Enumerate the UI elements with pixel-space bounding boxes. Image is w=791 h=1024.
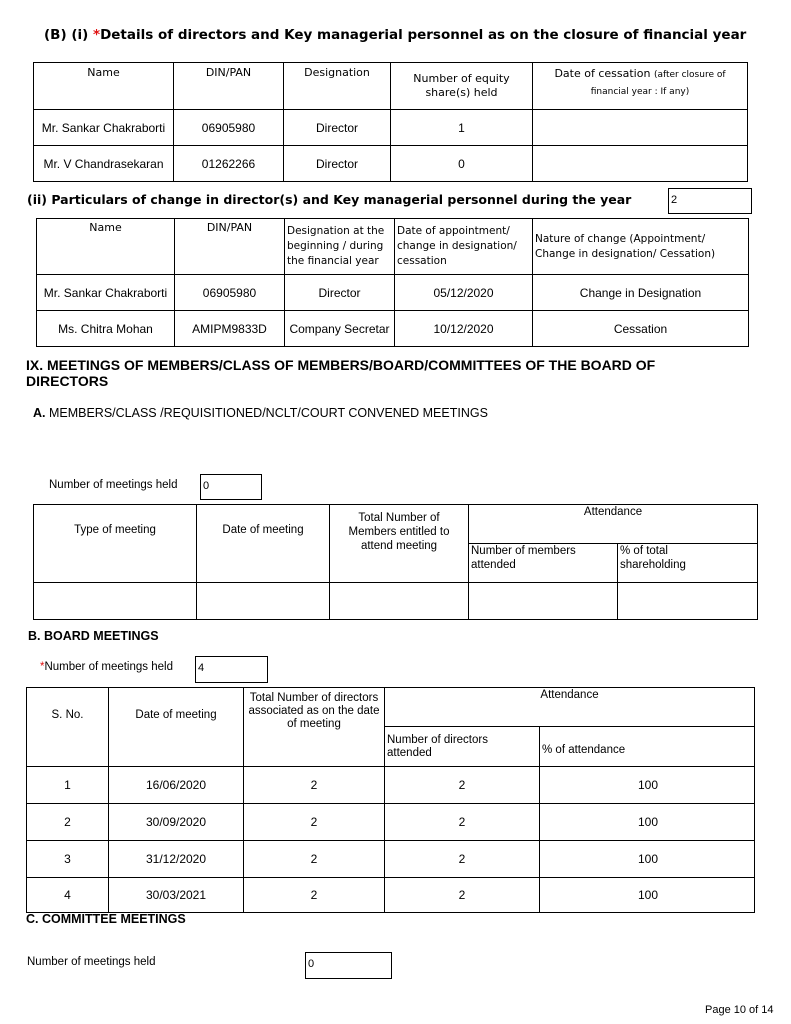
cell-date: 10/12/2020 bbox=[395, 311, 533, 347]
cell-attendance-pct: 100 bbox=[540, 841, 755, 878]
col-header-members-entitled: Total Number of Members entitled to attend meeting bbox=[330, 505, 469, 583]
table-row bbox=[34, 110, 748, 146]
col-header-name: Name bbox=[34, 63, 174, 110]
cell-name: Mr. V Chandrasekaran bbox=[34, 146, 174, 182]
table-header-row bbox=[34, 63, 748, 110]
table-row bbox=[27, 878, 755, 913]
members-meetings-count-field[interactable]: 0 bbox=[200, 474, 262, 500]
cell-name: Mr. Sankar Chakraborti bbox=[34, 110, 174, 146]
cell-directors-associated: 2 bbox=[244, 878, 385, 913]
cell-date: 31/12/2020 bbox=[109, 841, 244, 878]
table-row bbox=[37, 311, 749, 347]
section-a-heading: A. MEMBERS/CLASS /REQUISITIONED/NCLT/COURT CONVENED MEETINGS bbox=[33, 406, 488, 420]
directors-table bbox=[33, 62, 748, 182]
board-meetings-count-field[interactable]: 4 bbox=[195, 656, 268, 683]
cell-empty bbox=[618, 583, 758, 620]
cell-cessation bbox=[533, 146, 748, 182]
col-header-appointment-date: Date of appointment/ change in designation/ cessation bbox=[395, 219, 533, 275]
cell-attendance-pct: 100 bbox=[540, 804, 755, 841]
col-header-members-attended: Number of members attended bbox=[469, 544, 618, 583]
cell-din: 06905980 bbox=[174, 110, 284, 146]
table-header-row bbox=[34, 505, 758, 544]
members-meetings-count-label: Number of meetings held bbox=[49, 479, 178, 491]
members-meetings-table bbox=[33, 504, 758, 620]
cell-directors-associated: 2 bbox=[244, 767, 385, 804]
col-header-designation-begin: Designation at the beginning / during the financial year bbox=[285, 219, 395, 275]
cell-directors-associated: 2 bbox=[244, 841, 385, 878]
col-header-din-pan: DIN/PAN bbox=[174, 63, 284, 110]
cell-directors-attended: 2 bbox=[385, 878, 540, 913]
cell-directors-attended: 2 bbox=[385, 767, 540, 804]
table-header-row bbox=[37, 219, 749, 275]
cell-empty bbox=[469, 583, 618, 620]
cell-name: Ms. Chitra Mohan bbox=[37, 311, 175, 347]
table-row bbox=[37, 275, 749, 311]
section-ii-heading: (ii) Particulars of change in director(s) and Key managerial personnel during the year bbox=[27, 192, 632, 207]
table-row bbox=[34, 583, 758, 620]
cell-designation: Director bbox=[284, 146, 391, 182]
cell-directors-attended: 2 bbox=[385, 841, 540, 878]
cell-sno: 4 bbox=[27, 878, 109, 913]
cell-din: 06905980 bbox=[175, 275, 285, 311]
board-meetings-count-label: *Number of meetings held bbox=[40, 661, 173, 673]
committee-meetings-count-field[interactable]: 0 bbox=[305, 952, 392, 979]
cell-sno: 2 bbox=[27, 804, 109, 841]
changes-table bbox=[36, 218, 749, 347]
col-header-directors-attended: Number of directors attended bbox=[385, 727, 540, 767]
col-header-date: Date of meeting bbox=[109, 688, 244, 767]
col-header-attendance-pct: % of attendance bbox=[540, 727, 755, 767]
board-meetings-heading: B. BOARD MEETINGS bbox=[28, 629, 159, 643]
cell-nature: Change in Designation bbox=[533, 275, 749, 311]
cell-date: 16/06/2020 bbox=[109, 767, 244, 804]
col-header-nature-of-change: Nature of change (Appointment/ Change in designation/ Cessation) bbox=[533, 219, 749, 275]
col-header-directors-associated: Total Number of directors associated as on the date of meeting bbox=[244, 688, 385, 767]
cell-date: 30/03/2021 bbox=[109, 878, 244, 913]
cell-empty bbox=[197, 583, 330, 620]
cell-shares: 1 bbox=[391, 110, 533, 146]
col-header-name: Name bbox=[37, 219, 175, 275]
table-row bbox=[27, 804, 755, 841]
cell-cessation bbox=[533, 110, 748, 146]
col-header-attendance: Attendance bbox=[385, 688, 755, 727]
cell-din: 01262266 bbox=[174, 146, 284, 182]
cell-designation: Company Secretar bbox=[285, 311, 395, 347]
cell-sno: 1 bbox=[27, 767, 109, 804]
change-count-field[interactable]: 2 bbox=[668, 188, 752, 214]
cell-attendance-pct: 100 bbox=[540, 767, 755, 804]
col-header-attendance: Attendance bbox=[469, 505, 758, 544]
col-header-cessation: Date of cessation (after closure of financial year : If any) bbox=[533, 63, 748, 110]
cell-designation: Director bbox=[284, 110, 391, 146]
cell-nature: Cessation bbox=[533, 311, 749, 347]
cell-date: 30/09/2020 bbox=[109, 804, 244, 841]
table-row bbox=[27, 767, 755, 804]
cell-designation: Director bbox=[285, 275, 395, 311]
cell-directors-attended: 2 bbox=[385, 804, 540, 841]
cell-date: 05/12/2020 bbox=[395, 275, 533, 311]
cell-empty bbox=[330, 583, 469, 620]
board-meetings-table bbox=[26, 687, 755, 913]
cell-attendance-pct: 100 bbox=[540, 878, 755, 913]
cell-name: Mr. Sankar Chakraborti bbox=[37, 275, 175, 311]
page-number: Page 10 of 14 bbox=[705, 1004, 774, 1016]
cell-directors-associated: 2 bbox=[244, 804, 385, 841]
col-header-date: Date of meeting bbox=[197, 505, 330, 583]
col-header-equity-shares: Number of equity share(s) held bbox=[391, 63, 533, 110]
col-header-sno: S. No. bbox=[27, 688, 109, 767]
section-b-heading: (B) (i) *Details of directors and Key managerial personnel as on the closure of financial year bbox=[44, 27, 747, 43]
cell-sno: 3 bbox=[27, 841, 109, 878]
committee-meetings-heading: C. COMMITTEE MEETINGS bbox=[26, 912, 186, 926]
table-row bbox=[27, 841, 755, 878]
col-header-din-pan: DIN/PAN bbox=[175, 219, 285, 275]
col-header-designation: Designation bbox=[284, 63, 391, 110]
committee-meetings-count-label: Number of meetings held bbox=[27, 956, 156, 968]
section-ix-heading: IX. MEETINGS OF MEMBERS/CLASS OF MEMBERS/BOARD/COMMITTEES OF THE BOARD OF DIRECTORS bbox=[26, 357, 656, 389]
cell-din: AMIPM9833D bbox=[175, 311, 285, 347]
col-header-type: Type of meeting bbox=[34, 505, 197, 583]
cell-empty bbox=[34, 583, 197, 620]
cell-shares: 0 bbox=[391, 146, 533, 182]
table-header-row bbox=[27, 688, 755, 727]
table-row bbox=[34, 146, 748, 182]
col-header-shareholding: % of total shareholding bbox=[618, 544, 758, 583]
